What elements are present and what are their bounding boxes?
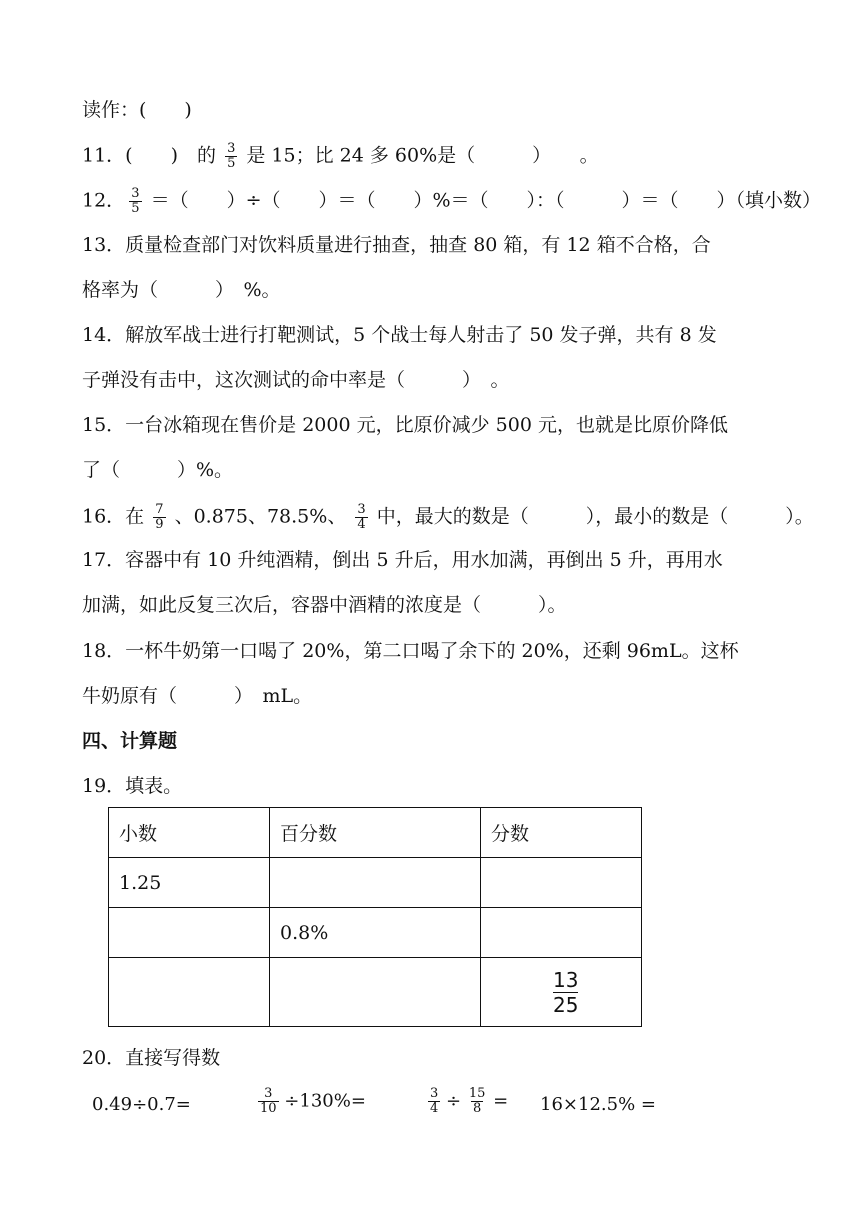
fraction-numerator: 7 xyxy=(155,502,164,517)
fraction-numerator: 3 xyxy=(430,1086,439,1101)
table-header-row xyxy=(109,808,642,858)
line-10-reading: 读作：( ) xyxy=(82,99,192,121)
calc3-fraction-a xyxy=(428,1087,440,1116)
table-row xyxy=(109,858,642,908)
q16-fraction-b xyxy=(355,503,367,532)
table-cell xyxy=(270,958,481,1027)
section-4-heading: 四、计算题 xyxy=(82,730,178,752)
q16-fraction-a xyxy=(153,503,165,532)
question-16 xyxy=(82,503,814,532)
table-header: 小数 xyxy=(109,808,270,858)
question-15-line-2: 了（ ）%。 xyxy=(82,459,234,481)
question-19: 19．填表。 xyxy=(82,775,183,797)
question-13-line-1: 13．质量检查部门对饮料质量进行抽查，抽查 80 箱，有 12 箱不合格，合 xyxy=(82,234,711,256)
fraction-denominator: 25 xyxy=(553,992,579,1017)
question-20: 20．直接写得数 xyxy=(82,1047,221,1069)
calc3-equals: = xyxy=(493,1090,509,1112)
fraction-numerator: 3 xyxy=(264,1086,273,1101)
table-cell xyxy=(270,858,481,908)
fraction-numerator: 13 xyxy=(553,967,579,992)
fraction-numerator: 15 xyxy=(468,1086,486,1101)
question-18-line-1: 18．一杯牛奶第一口喝了 20%，第二口喝了余下的 20%，还剩 96mL。这杯 xyxy=(82,640,739,662)
q12-fraction xyxy=(129,187,141,216)
table-cell: 0.8% xyxy=(270,908,481,958)
table-cell xyxy=(109,958,270,1027)
fraction-denominator: 9 xyxy=(155,517,164,532)
table-cell: 1.25 xyxy=(109,858,270,908)
fraction-denominator: 5 xyxy=(227,156,236,171)
question-17-line-2: 加满，如此反复三次后，容器中酒精的浓度是（ ）。 xyxy=(82,594,567,616)
q11-text-b: 是 15；比 24 多 60%是（ ） 。 xyxy=(246,144,599,167)
fraction-numerator: 3 xyxy=(131,186,140,201)
fraction-denominator: 4 xyxy=(430,1101,439,1116)
table-cell-fraction xyxy=(481,958,642,1027)
table-cell xyxy=(481,858,642,908)
fill-in-table xyxy=(108,807,642,1027)
question-17-line-1: 17．容器中有 10 升纯酒精，倒出 5 升后，用水加满，再倒出 5 升，再用水 xyxy=(82,549,723,571)
q11-fraction xyxy=(225,142,237,171)
question-12 xyxy=(82,187,821,216)
table-row xyxy=(109,958,642,1027)
question-14-line-2: 子弹没有击中，这次测试的命中率是（ ） 。 xyxy=(82,369,510,391)
q16-text-c: 中，最大的数是（ ），最小的数是（ ）。 xyxy=(376,505,814,528)
question-11 xyxy=(82,142,599,171)
fraction-denominator: 5 xyxy=(131,201,140,216)
calc-item-4: 16×12.5% = xyxy=(540,1094,656,1115)
calc3-operator: ÷ xyxy=(446,1090,462,1112)
question-14-line-1: 14．解放军战士进行打靶测试，5 个战士每人射击了 50 发子弹，共有 8 发 xyxy=(82,324,717,346)
table-cell xyxy=(109,908,270,958)
q16-text-a: 16．在 xyxy=(82,505,145,528)
table-fraction xyxy=(553,968,578,1017)
calc2-rest: ÷130%= xyxy=(284,1090,366,1112)
q12-text-b: ＝（ ）÷（ ）＝（ ）%＝（ ）：（ ）＝（ ）（填小数） xyxy=(150,189,822,212)
table-header: 百分数 xyxy=(270,808,481,858)
calc-item-1: 0.49÷0.7= xyxy=(92,1094,191,1115)
fraction-denominator: 4 xyxy=(357,517,366,532)
question-18-line-2: 牛奶原有（ ） mL。 xyxy=(82,685,313,707)
calc3-fraction-b xyxy=(467,1087,488,1116)
table-header: 分数 xyxy=(481,808,642,858)
question-15-line-1: 15．一台冰箱现在售价是 2000 元，比原价减少 500 元，也就是比原价降低 xyxy=(82,414,728,436)
table-row xyxy=(109,908,642,958)
fraction-denominator: 10 xyxy=(260,1101,277,1116)
q16-text-b: 、0.875、78.5%、 xyxy=(174,505,347,528)
calc-item-2 xyxy=(258,1087,366,1116)
fraction-denominator: 8 xyxy=(472,1101,482,1116)
calc-item-3 xyxy=(428,1087,508,1116)
calc2-fraction xyxy=(258,1087,279,1116)
table-cell xyxy=(481,908,642,958)
fraction-numerator: 3 xyxy=(357,502,366,517)
question-13-line-2: 格率为（ ） %。 xyxy=(82,279,281,301)
q12-text-a: 12． xyxy=(82,189,126,212)
fraction-numerator: 3 xyxy=(227,141,236,156)
q11-text-a: 11．( ) 的 xyxy=(82,144,217,167)
